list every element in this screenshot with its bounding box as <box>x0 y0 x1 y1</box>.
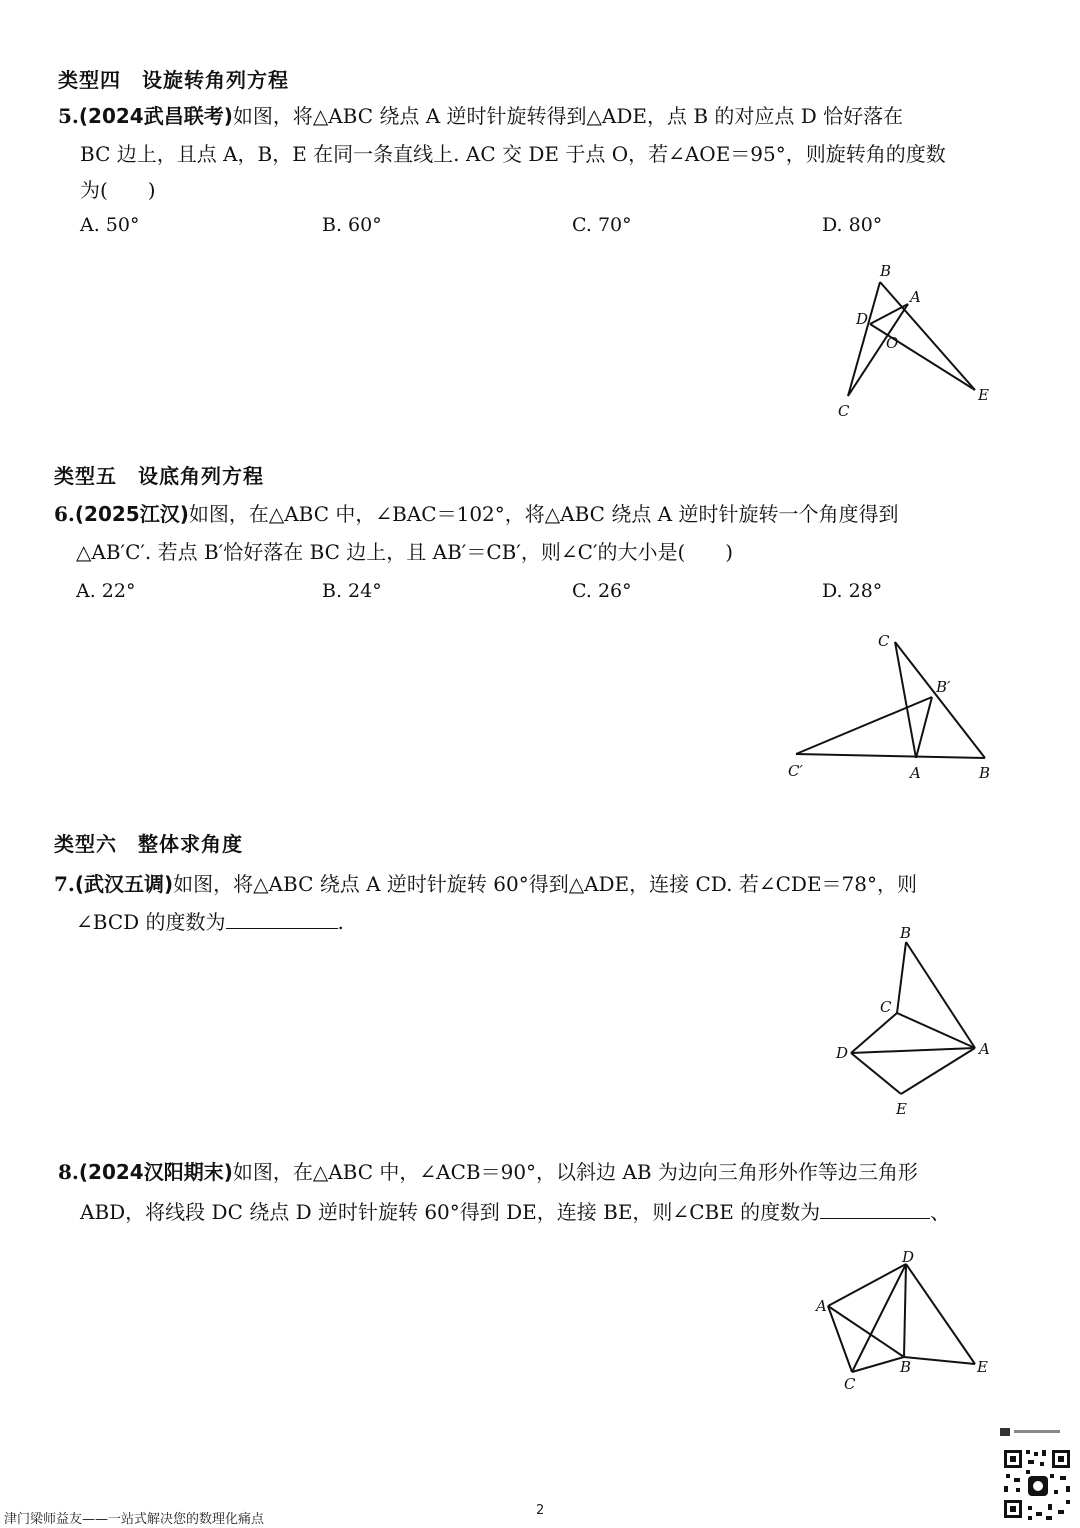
q8-label-B: B <box>900 1358 912 1376</box>
q5-label-B: B <box>880 262 892 280</box>
q8-seg-AD <box>828 1264 906 1306</box>
q7-label-D: D <box>836 1044 849 1062</box>
q6-number: 6. <box>54 502 75 526</box>
q7-number: 7. <box>54 872 75 896</box>
q8-seg-AC <box>828 1306 852 1372</box>
q8-label-D: D <box>902 1248 915 1266</box>
q8-text-line2: ABD，将线段 DC 绕点 D 逆时针旋转 60°得到 DE，连接 BE，则∠CBE 的度数为 <box>80 1200 821 1224</box>
q5-option-b: B. 60° <box>322 214 382 236</box>
q8-seg-DB <box>904 1264 906 1357</box>
q7-text-line2: ∠BCD 的度数为 <box>76 910 226 934</box>
q6-source: (2025江汉) <box>74 502 189 526</box>
q6-option-b: B. 24° <box>322 580 382 602</box>
q5-label-A: A <box>910 288 921 306</box>
section-title-type4: 类型四 设旋转角列方程 <box>58 68 289 92</box>
q7-text-line1: 如图，将△ABC 绕点 A 逆时针旋转 60°得到△ADE，连接 CD. 若∠CDE＝78°，则 <box>173 872 917 896</box>
q6-label-B: B <box>979 764 991 782</box>
q6-label-A: A <box>910 764 921 782</box>
q8-seg-DE <box>906 1264 975 1364</box>
q5-option-d: D. 80° <box>822 214 883 236</box>
q6-option-d: D. 28° <box>822 580 883 602</box>
qr-caption-bar <box>1014 1430 1060 1433</box>
q5-label-E: E <box>978 386 989 404</box>
q8-text-line2-end: 、 <box>930 1200 951 1224</box>
q8-text-line1: 如图，在△ABC 中，∠ACB＝90°，以斜边 AB 为边向三角形外作等边三角形 <box>232 1160 918 1184</box>
q6-label-Cprime: C′ <box>788 762 803 780</box>
qr-code-graphic <box>1000 1428 1076 1524</box>
q6-option-a: A. 22° <box>76 580 136 602</box>
q5-label-C: C <box>838 402 850 420</box>
qr-code <box>1000 1428 1076 1524</box>
q6-text-line2: △AB′C′. 若点 B′恰好落在 BC 边上，且 AB′＝CB′，则∠C′的大小是( ) <box>76 540 734 564</box>
q8-number: 8. <box>58 1160 79 1184</box>
q6-label-C: C <box>878 632 890 650</box>
q6-option-c: C. 26° <box>572 580 632 602</box>
page-number: 2 <box>536 1503 545 1518</box>
q7-label-E: E <box>896 1100 907 1118</box>
section-title-type6: 类型六 整体求角度 <box>54 832 243 856</box>
q8-seg-CB <box>852 1357 904 1372</box>
q8-label-C: C <box>844 1375 856 1393</box>
q7-source: (武汉五调) <box>74 872 174 896</box>
q8-label-A: A <box>816 1297 827 1315</box>
q5-number: 5. <box>58 104 79 128</box>
q7-label-B: B <box>900 924 912 942</box>
q5-option-a: A. 50° <box>80 214 140 236</box>
q5-label-O: O <box>886 334 899 352</box>
q5-text-line2: BC 边上，且点 A，B，E 在同一条直线上. AC 交 DE 于点 O，若∠AOE＝95°，则旋转角的度数 <box>80 142 946 166</box>
q8-seg-BE <box>904 1357 975 1364</box>
q5-option-c: C. 70° <box>572 214 632 236</box>
q5-label-D: D <box>856 310 869 328</box>
q8-label-E: E <box>977 1358 988 1376</box>
q7-text-line2-end: . <box>337 910 344 934</box>
footer-slogan: 津门梁师益友——一站式解决您的数理化痛点 <box>4 1512 265 1527</box>
section-title-type5: 类型五 设底角列方程 <box>54 464 264 488</box>
q8-seg-AB <box>828 1306 904 1357</box>
q8-seg-DC <box>852 1264 906 1372</box>
q6-label-Bprime: B′ <box>936 678 951 696</box>
q5-source: (2024武昌联考) <box>78 104 233 128</box>
q7-label-A: A <box>979 1040 990 1058</box>
qr-logo-mark <box>1000 1428 1010 1436</box>
q7-label-C: C <box>880 998 892 1016</box>
q8-source: (2024汉阳期末) <box>78 1160 233 1184</box>
q5-text-line1: 如图，将△ABC 绕点 A 逆时针旋转得到△ADE，点 B 的对应点 D 恰好落在 <box>232 104 904 128</box>
q5-text-line3: 为( ) <box>80 178 156 202</box>
q6-text-line1: 如图，在△ABC 中，∠BAC＝102°，将△ABC 绕点 A 逆时针旋转一个角度得到 <box>188 502 899 526</box>
